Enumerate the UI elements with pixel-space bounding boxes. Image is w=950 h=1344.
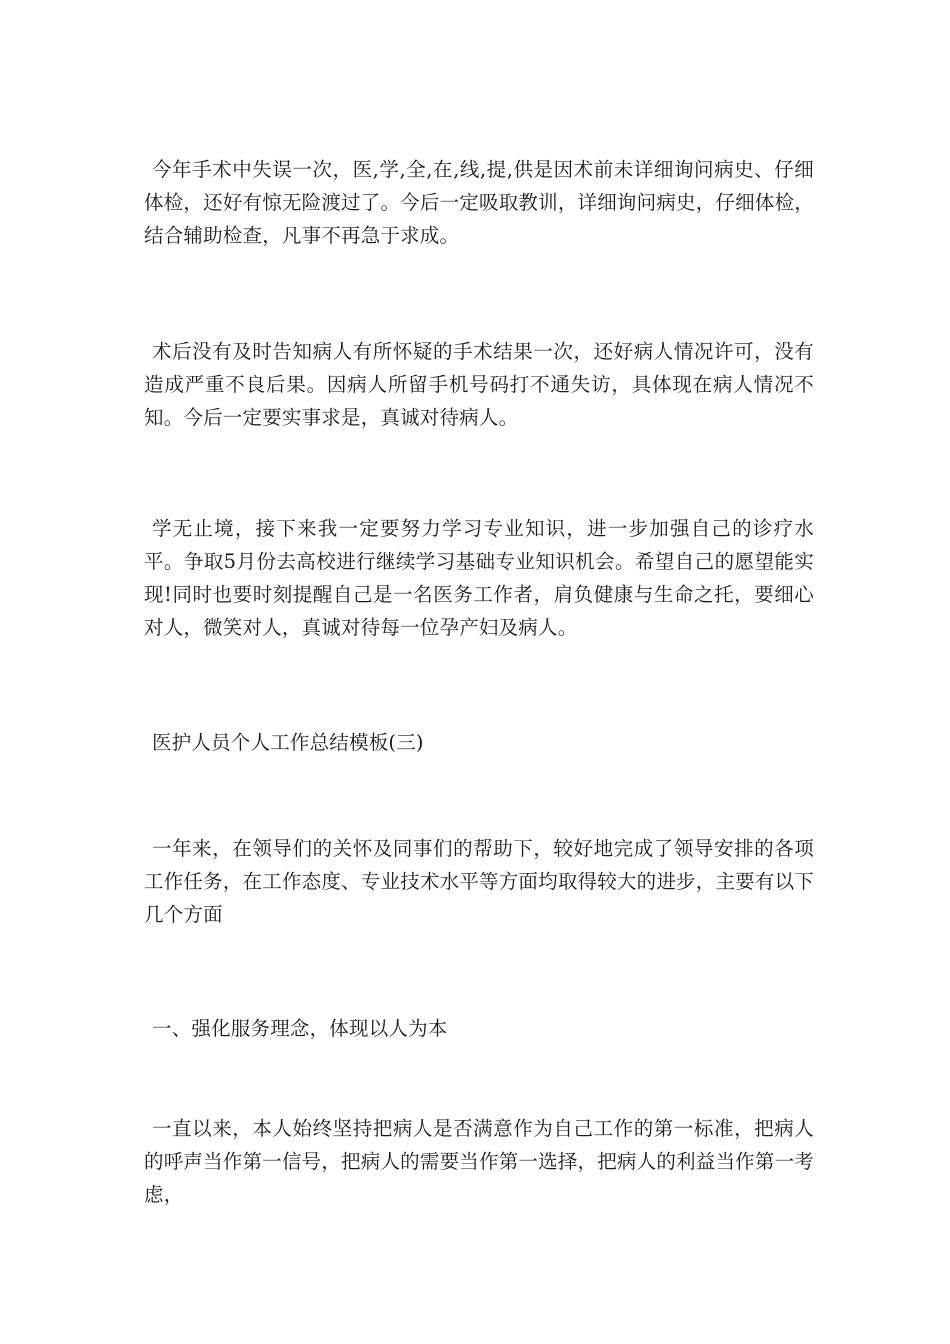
paragraph-patient-first: 一直以来，本人始终坚持把病人是否满意作为自己工作的第一标准，把病人的呼声当作第一信号，把病人的需要当作第一选择，把病人的利益当作第一考虑， bbox=[144, 1117, 814, 1206]
paragraph-intro: 一年来，在领导们的关怀及同事们的帮助下，较好地完成了领导安排的各项工作任务，在工作态度、专业技术水平等方面均取得较大的进步，主要有以下几个方面 bbox=[144, 837, 814, 926]
subheading-service-concept: 一、强化服务理念，体现以人为本 bbox=[152, 1017, 448, 1040]
paragraph-surgery-error: 今年手术中失误一次，医,学,全,在,线,提,供是因术前未详细询问病史、仔细体检，还好有惊无险渡过了。今后一定吸取教训，详细询问病史，仔细体检，结合辅助检查，凡事不再急于求成。 bbox=[144, 158, 814, 247]
paragraph-postop-notice: 术后没有及时告知病人有所怀疑的手术结果一次，还好病人情况许可，没有造成严重不良后果。因病人所留手机号码打不通失访，具体现在病人情况不知。今后一定要实事求是，真诚对待病人。 bbox=[144, 340, 814, 429]
paragraph-continued-learning: 学无止境，接下来我一定要努力学习专业知识，进一步加强自己的诊疗水平。争取5月份去高校进行继续学习基础专业知识机会。希望自己的愿望能实现!同时也要时刻提醒自己是一名医务工作者，肩负健康与生命之托，要细心对人，微笑对人，真诚对待每一位孕产妇及病人。 bbox=[144, 517, 814, 639]
section-title: 医护人员个人工作总结模板(三) bbox=[152, 731, 424, 754]
